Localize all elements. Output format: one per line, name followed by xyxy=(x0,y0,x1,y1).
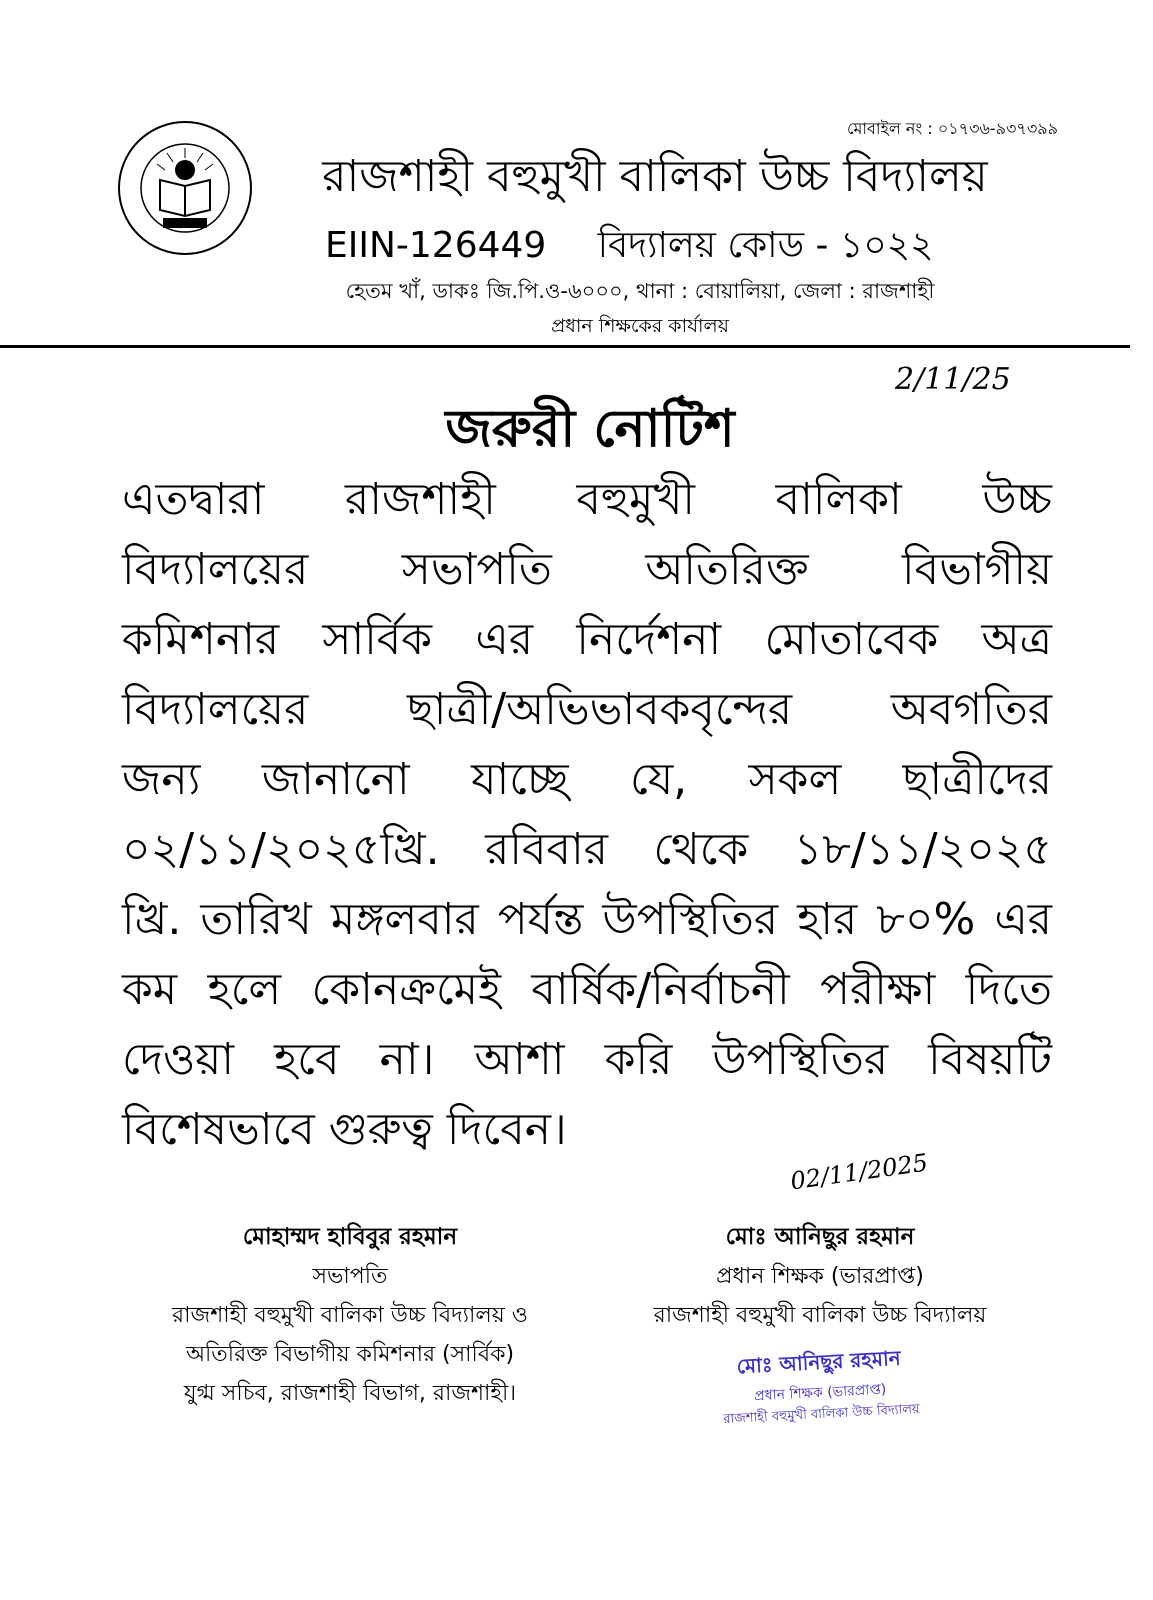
notice-line: জন্য জানানো যাচ্ছে যে, সকল ছাত্রীদের xyxy=(122,754,1052,805)
mobile-number: মোবাইল নং : ০১৭৩৬-৯৩৭৩৯৯ xyxy=(846,119,1058,138)
handwritten-signature: 02/11/2025 xyxy=(788,1148,930,1196)
notice-body xyxy=(122,470,1052,1170)
notice-line: ০২/১১/২০২৫খ্রি. রবিবার থেকে ১৮/১১/২০২৫ xyxy=(122,824,1052,875)
notice-title: জরুরী নোটিশ xyxy=(445,399,735,459)
school-seal-logo xyxy=(115,118,255,258)
signatory-role: সভাপতি xyxy=(312,1264,388,1289)
signatory-left xyxy=(140,1218,560,1413)
school-code: বিদ্যালয় কোড - ১০২২ xyxy=(597,225,934,266)
signatory-right xyxy=(620,1218,1020,1335)
signatory-name: মোঃ আনিছুর রহমান xyxy=(725,1224,915,1250)
school-name: রাজশাহী বহুমুখী বালিকা উচ্চ বিদ্যালয় xyxy=(322,151,988,202)
notice-line: কমিশনার সার্বিক এর নির্দেশনা মোতাবেক অত্র xyxy=(122,614,1052,665)
signatory-role: প্রধান শিক্ষক (ভারপ্রাপ্ত) xyxy=(716,1264,924,1289)
stamp-school: রাজশাহী বহুমুখী বালিকা উচ্চ বিদ্যালয় xyxy=(722,1401,920,1428)
school-address: হেতম খাঁ, ডাকঃ জি.পি.ও-৬০০০, থানা : বোয়ালিয়া, জেলা : রাজশাহী xyxy=(345,279,935,303)
signatory-line: রাজশাহী বহুমুখী বালিকা উচ্চ বিদ্যালয় ও xyxy=(172,1303,528,1328)
eiin-number: EIIN-126449 xyxy=(325,225,547,266)
notice-line: কম হলে কোনক্রমেই বার্ষিক/নির্বাচনী পরীক্ষা দিতে xyxy=(122,964,1052,1015)
notice-line: বিদ্যালয়ের ছাত্রী/অভিভাবকবৃন্দের অবগতির xyxy=(122,684,1052,735)
office-name: প্রধান শিক্ষকের কার্যালয় xyxy=(551,315,729,337)
stamp-role: প্রধান শিক্ষক (ভারপ্রাপ্ত) xyxy=(753,1381,887,1405)
notice-line: এতদ্বারা রাজশাহী বহুমুখী বালিকা উচ্চ xyxy=(122,474,1052,525)
signatory-line: অতিরিক্ত বিভাগীয় কমিশনার (সার্বিক) xyxy=(185,1342,515,1367)
notice-line: খ্রি. তারিখ মঙ্গলবার পর্যন্ত উপস্থিতির হার ৮০% এর xyxy=(122,894,1052,945)
header-divider xyxy=(0,345,1130,348)
handwritten-date: 2/11/25 xyxy=(895,362,1011,397)
signatory-name: মোহাম্মদ হাবিবুর রহমান xyxy=(242,1224,458,1250)
notice-line: বিশেষভাবে গুরুত্ব দিবেন। xyxy=(122,1104,567,1155)
notice-line: দেওয়া হবে না। আশা করি উপস্থিতির বিষয়টি xyxy=(122,1034,1052,1085)
signatory-line: রাজশাহী বহুমুখী বালিকা উচ্চ বিদ্যালয় xyxy=(653,1303,987,1328)
stamp-name: মোঃ আনিছুর রহমান xyxy=(736,1345,902,1379)
signatory-line: যুগ্ম সচিব, রাজশাহী বিভাগ, রাজশাহী। xyxy=(183,1381,517,1406)
notice-line: বিদ্যালয়ের সভাপতি অতিরিক্ত বিভাগীয় xyxy=(122,544,1052,595)
school-codes xyxy=(325,218,934,278)
official-stamp xyxy=(698,1342,942,1432)
